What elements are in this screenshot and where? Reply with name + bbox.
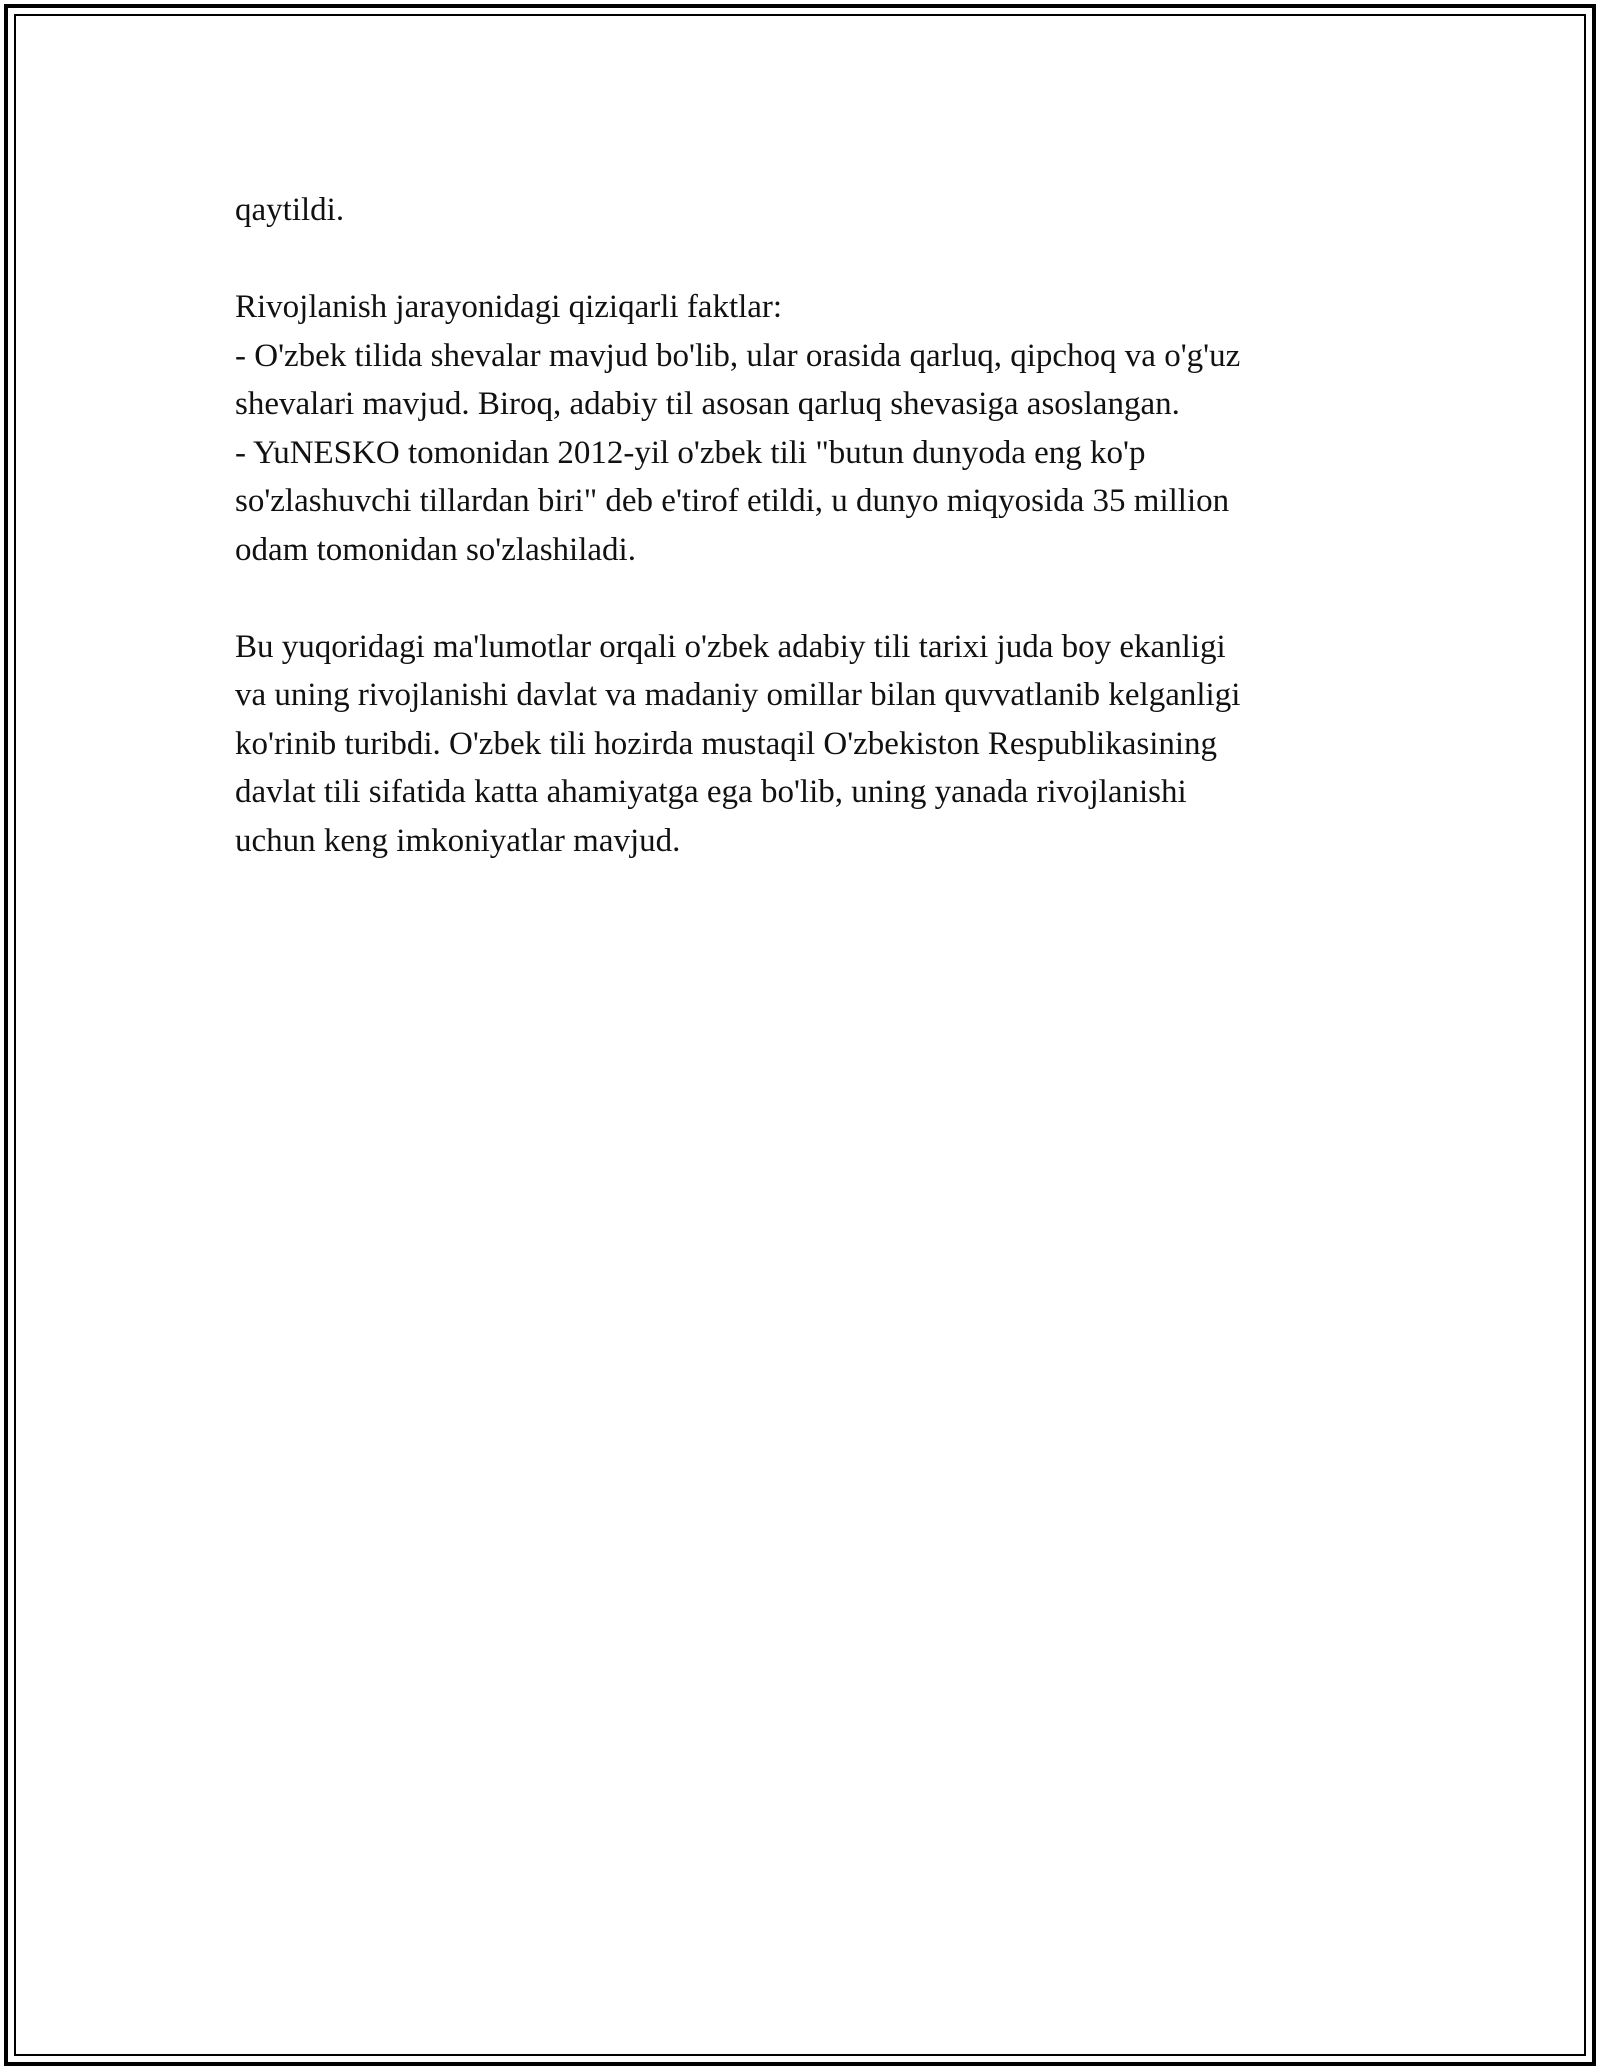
facts-paragraph bbox=[235, 283, 1365, 574]
facts-line: - O'zbek tilida shevalar mavjud bo'lib, ular orasida qarluq, qipchoq va o'g'uz bbox=[235, 337, 1241, 374]
conclusion-line: ko'rinib turibdi. O'zbek tili hozirda mustaqil O'zbekiston Respublikasining bbox=[235, 725, 1218, 762]
paragraph-spacer bbox=[235, 574, 1365, 623]
conclusion-line: uchun keng imkoniyatlar mavjud. bbox=[235, 822, 681, 859]
document-body bbox=[235, 186, 1365, 865]
facts-line: - YuNESKO tomonidan 2012-yil o'zbek tili "butun dunyoda eng ko'p bbox=[235, 434, 1146, 471]
facts-line: so'zlashuvchi tillardan biri" deb e'tirof etildi, u dunyo miqyosida 35 million bbox=[235, 483, 1230, 519]
conclusion-paragraph bbox=[235, 623, 1365, 866]
conclusion-line: davlat tili sifatida katta ahamiyatga ega bo'lib, uning yanada rivojlanishi bbox=[235, 774, 1187, 810]
conclusion-line: va uning rivojlanishi davlat va madaniy omillar bilan quvvatlanib kelganligi bbox=[235, 677, 1241, 713]
facts-heading: Rivojlanish jarayonidagi qiziqarli faktlar: bbox=[235, 289, 783, 325]
conclusion-line: Bu yuqoridagi ma'lumotlar orqali o'zbek adabiy tili tarixi juda boy ekanligi bbox=[235, 628, 1226, 665]
paragraph-spacer bbox=[235, 235, 1365, 284]
facts-line: shevalari mavjud. Biroq, adabiy til asosan qarluq shevasiga asoslangan. bbox=[235, 386, 1180, 422]
facts-line: odam tomonidan so'zlashiladi. bbox=[235, 531, 636, 568]
continuation-text: qaytildi. bbox=[235, 192, 345, 228]
